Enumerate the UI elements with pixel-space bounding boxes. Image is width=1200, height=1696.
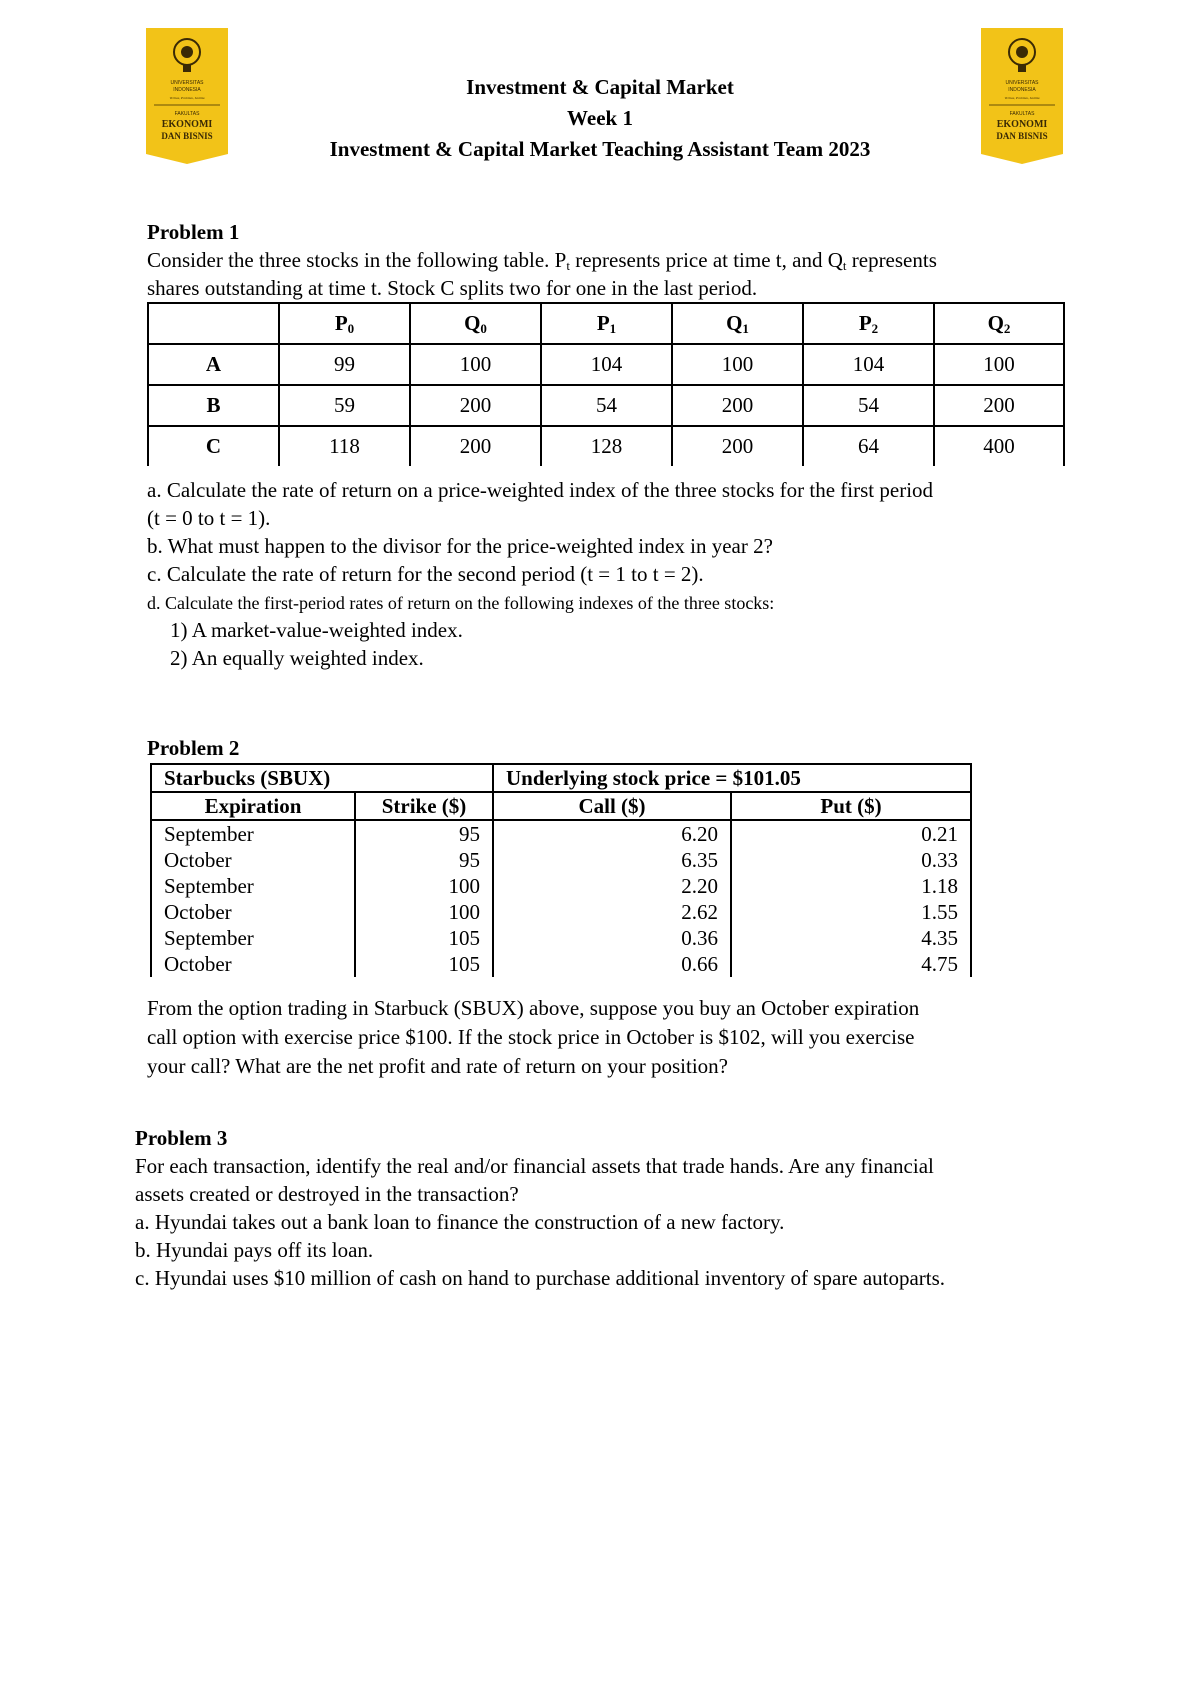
logo-name1: EKONOMI bbox=[996, 119, 1048, 130]
table-cell: 1.18 bbox=[731, 873, 971, 899]
table-cell: 200 bbox=[672, 385, 803, 426]
problem1-title: Problem 1 bbox=[147, 220, 240, 244]
problem3-question-a: a. Hyundai takes out a bank loan to finance the construction of a new factory. bbox=[135, 1210, 785, 1234]
table-header-row bbox=[151, 792, 971, 820]
row-label: A bbox=[148, 344, 279, 385]
table-header-cell: $P_0$ bbox=[279, 303, 410, 344]
table-cell: 104 bbox=[541, 344, 672, 385]
table-header-cell: Put ($) bbox=[731, 792, 971, 820]
table-cell: 104 bbox=[803, 344, 934, 385]
problem1-question-a-cont: (t = 0 to t = 1). bbox=[147, 506, 271, 530]
logo-line1: UNIVERSITAS bbox=[1005, 80, 1039, 86]
table-cell: 400 bbox=[934, 426, 1064, 466]
table-header-cell: $P_2$ bbox=[803, 303, 934, 344]
problem1-question-b: b. What must happen to the divisor for the price-weighted index in year 2? bbox=[147, 534, 773, 558]
option-prices-table bbox=[150, 763, 972, 977]
table-corner-cell bbox=[148, 303, 279, 344]
table-cell: 64 bbox=[803, 426, 934, 466]
table-cell: October bbox=[151, 899, 355, 925]
table-cell: 59 bbox=[279, 385, 410, 426]
table-cell: 95 bbox=[355, 847, 493, 873]
university-logo-left bbox=[146, 28, 228, 164]
stock-price-table bbox=[147, 302, 1065, 466]
table-cell: 0.21 bbox=[731, 820, 971, 847]
table-cell: 1.55 bbox=[731, 899, 971, 925]
table-cell: 118 bbox=[279, 426, 410, 466]
table-row bbox=[151, 925, 971, 951]
header-title: Investment & Capital Market bbox=[466, 75, 734, 99]
table-cell: 100 bbox=[672, 344, 803, 385]
table-row bbox=[151, 820, 971, 847]
table-header-cell: $Q_1$ bbox=[672, 303, 803, 344]
table-cell: 200 bbox=[672, 426, 803, 466]
problem1-question-c: c. Calculate the rate of return for the second period (t = 1 to t = 2). bbox=[147, 562, 704, 586]
table-cell: 54 bbox=[803, 385, 934, 426]
table-cell: September bbox=[151, 925, 355, 951]
table-cell: October bbox=[151, 847, 355, 873]
table-cell: 100 bbox=[934, 344, 1064, 385]
table-row bbox=[151, 873, 971, 899]
table-cell: 6.35 bbox=[493, 847, 731, 873]
logo-faculty: FAKULTAS bbox=[1009, 111, 1035, 117]
table-cell: 4.75 bbox=[731, 951, 971, 977]
university-logo-right bbox=[981, 28, 1063, 164]
table-cell: 100 bbox=[410, 344, 541, 385]
problem3-text-line2: assets created or destroyed in the transaction? bbox=[135, 1182, 519, 1206]
problem2-text-line3: your call? What are the net profit and rate of return on your position? bbox=[147, 1054, 728, 1078]
table-cell: 200 bbox=[934, 385, 1064, 426]
table-cell: 6.20 bbox=[493, 820, 731, 847]
table-cell: September bbox=[151, 820, 355, 847]
logo-motto: Veritas, Probitas, Iustitia bbox=[169, 96, 205, 100]
problem1-intro-line1: Consider the three stocks in the following table. $P_t$ represents price at time t, and $Q_t$ represents bbox=[147, 248, 937, 273]
table-stock-name: Starbucks (SBUX) bbox=[151, 764, 493, 792]
problem1-question-d1: 1) A market-value-weighted index. bbox=[170, 618, 463, 642]
problem3-question-c: c. Hyundai uses $10 million of cash on hand to purchase additional inventory of spare autoparts. bbox=[135, 1266, 946, 1290]
row-label: C bbox=[148, 426, 279, 466]
table-row bbox=[151, 899, 971, 925]
logo-faculty: FAKULTAS bbox=[174, 111, 200, 117]
document-header bbox=[240, 72, 960, 165]
table-cell: September bbox=[151, 873, 355, 899]
table-cell: 99 bbox=[279, 344, 410, 385]
table-header-cell: $Q_2$ bbox=[934, 303, 1064, 344]
table-underlying-price: Underlying stock price = $101.05 bbox=[493, 764, 971, 792]
table-header-cell: Strike ($) bbox=[355, 792, 493, 820]
header-week: Week 1 bbox=[567, 106, 633, 130]
table-header-cell: Call ($) bbox=[493, 792, 731, 820]
table-cell: 0.33 bbox=[731, 847, 971, 873]
table-cell: 128 bbox=[541, 426, 672, 466]
table-row bbox=[151, 951, 971, 977]
logo-line2: INDONESIA bbox=[1008, 87, 1036, 93]
problem1-question-d: d. Calculate the first-period rates of return on the following indexes of the three stocks: bbox=[147, 593, 775, 613]
problem2-title: Problem 2 bbox=[147, 736, 240, 760]
table-cell: 105 bbox=[355, 951, 493, 977]
logo-name1: EKONOMI bbox=[161, 119, 213, 130]
table-cell: 0.66 bbox=[493, 951, 731, 977]
table-header-row bbox=[148, 303, 1064, 344]
table-header-cell: $P_1$ bbox=[541, 303, 672, 344]
table-row bbox=[148, 426, 1064, 466]
problem3-question-b: b. Hyundai pays off its loan. bbox=[135, 1238, 374, 1262]
problem1-intro-line2: shares outstanding at time t. Stock C splits two for one in the last period. bbox=[147, 276, 758, 300]
table-cell: 2.62 bbox=[493, 899, 731, 925]
table-row bbox=[148, 385, 1064, 426]
problem1-question-a: a. Calculate the rate of return on a price-weighted index of the three stocks for the first period bbox=[147, 478, 934, 502]
table-row bbox=[151, 847, 971, 873]
row-label: B bbox=[148, 385, 279, 426]
problem3-text-line1: For each transaction, identify the real and/or financial assets that trade hands. Are any financial bbox=[135, 1154, 934, 1178]
table-cell: October bbox=[151, 951, 355, 977]
table-cell: 0.36 bbox=[493, 925, 731, 951]
table-cell: 54 bbox=[541, 385, 672, 426]
table-cell: 200 bbox=[410, 426, 541, 466]
problem2-text-line1: From the option trading in Starbuck (SBUX) above, suppose you buy an October expiration bbox=[147, 996, 920, 1020]
table-cell: 105 bbox=[355, 925, 493, 951]
table-cell: 2.20 bbox=[493, 873, 731, 899]
logo-motto: Veritas, Probitas, Iustitia bbox=[1004, 96, 1040, 100]
problem2-text-line2: call option with exercise price $100. If the stock price in October is $102, will you exercise bbox=[147, 1025, 915, 1049]
table-cell: 4.35 bbox=[731, 925, 971, 951]
header-team: Investment & Capital Market Teaching Assistant Team 2023 bbox=[329, 137, 871, 161]
table-cell: 100 bbox=[355, 873, 493, 899]
table-title-row bbox=[151, 764, 971, 792]
table-header-cell: Expiration bbox=[151, 792, 355, 820]
logo-line1: UNIVERSITAS bbox=[170, 80, 204, 86]
table-cell: 100 bbox=[355, 899, 493, 925]
problem1-question-d2: 2) An equally weighted index. bbox=[170, 646, 424, 670]
table-cell: 95 bbox=[355, 820, 493, 847]
table-header-cell: $Q_0$ bbox=[410, 303, 541, 344]
logo-line2: INDONESIA bbox=[173, 87, 201, 93]
logo-name2: DAN BISNIS bbox=[161, 131, 213, 141]
problem3-title: Problem 3 bbox=[135, 1126, 228, 1150]
table-cell: 200 bbox=[410, 385, 541, 426]
table-row bbox=[148, 344, 1064, 385]
logo-name2: DAN BISNIS bbox=[996, 131, 1048, 141]
